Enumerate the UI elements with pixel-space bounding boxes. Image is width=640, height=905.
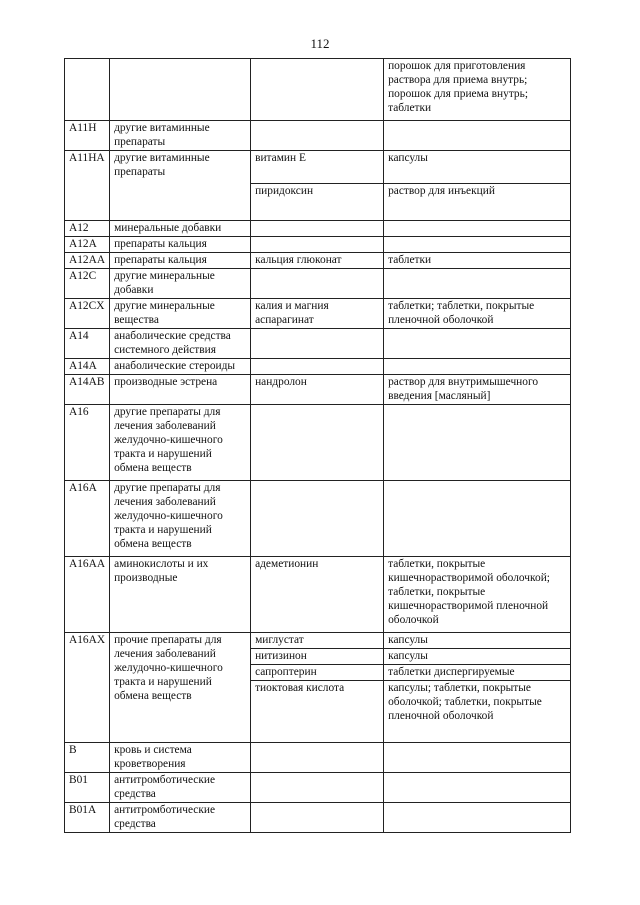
dosage-form-cell: капсулы bbox=[384, 649, 571, 665]
inn-cell bbox=[251, 121, 384, 151]
table-row bbox=[65, 121, 571, 151]
atc-code-cell: A14AB bbox=[65, 375, 110, 405]
atc-code-cell: A12AA bbox=[65, 253, 110, 269]
atc-name-cell: минеральные добавки bbox=[110, 221, 251, 237]
atc-code-cell: A16AX bbox=[65, 633, 110, 743]
dosage-form-cell: раствор для инъекций bbox=[384, 184, 571, 221]
inn-cell: нандролон bbox=[251, 375, 384, 405]
atc-code-cell: A16A bbox=[65, 481, 110, 557]
atc-name-cell: препараты кальция bbox=[110, 253, 251, 269]
dosage-form-cell bbox=[384, 269, 571, 299]
table-row bbox=[65, 253, 571, 269]
inn-cell bbox=[251, 359, 384, 375]
dosage-form-cell bbox=[384, 773, 571, 803]
table-row bbox=[65, 481, 571, 557]
atc-name-cell: анаболические средства системного действия bbox=[110, 329, 251, 359]
page-number: 112 bbox=[310, 36, 330, 51]
table-row bbox=[65, 269, 571, 299]
table-row bbox=[65, 405, 571, 481]
atc-name-cell bbox=[110, 59, 251, 121]
table-row bbox=[65, 329, 571, 359]
inn-cell bbox=[251, 405, 384, 481]
table-row bbox=[65, 633, 571, 649]
dosage-form-cell bbox=[384, 481, 571, 557]
atc-name-cell: кровь и система кроветворения bbox=[110, 743, 251, 773]
table-row bbox=[65, 237, 571, 253]
dosage-form-cell: капсулы; таблетки, покрытые оболочкой; таблетки, покрытые пленочной оболочкой bbox=[384, 681, 571, 743]
dosage-form-cell bbox=[384, 803, 571, 833]
table-row bbox=[65, 299, 571, 329]
atc-code-cell: A16 bbox=[65, 405, 110, 481]
inn-cell bbox=[251, 221, 384, 237]
dosage-form-cell: таблетки, покрытые кишечнорастворимой оболочкой; таблетки, покрытые кишечнорастворимой пленочной оболочкой bbox=[384, 557, 571, 633]
atc-code-cell: B01A bbox=[65, 803, 110, 833]
atc-name-cell: аминокислоты и их производные bbox=[110, 557, 251, 633]
atc-code-cell: A14 bbox=[65, 329, 110, 359]
dosage-form-cell bbox=[384, 221, 571, 237]
table-row bbox=[65, 557, 571, 633]
table-row bbox=[65, 221, 571, 237]
atc-name-cell: другие витаминные препараты bbox=[110, 121, 251, 151]
inn-cell: кальция глюконат bbox=[251, 253, 384, 269]
inn-cell: сапроптерин bbox=[251, 665, 384, 681]
inn-cell: миглустат bbox=[251, 633, 384, 649]
atc-code-cell: B bbox=[65, 743, 110, 773]
atc-name-cell: антитромботические средства bbox=[110, 803, 251, 833]
atc-code-cell: A11HA bbox=[65, 151, 110, 221]
dosage-form-cell bbox=[384, 329, 571, 359]
atc-name-cell: производные эстрена bbox=[110, 375, 251, 405]
dosage-form-cell: порошок для приготовления раствора для приема внутрь; порошок для приема внутрь; таблетки bbox=[384, 59, 571, 121]
atc-name-cell: другие витаминные препараты bbox=[110, 151, 251, 221]
atc-name-cell: антитромботические средства bbox=[110, 773, 251, 803]
inn-cell: тиоктовая кислота bbox=[251, 681, 384, 743]
atc-code-cell bbox=[65, 59, 110, 121]
table-row bbox=[65, 359, 571, 375]
atc-name-cell: препараты кальция bbox=[110, 237, 251, 253]
drug-list-table bbox=[64, 58, 571, 833]
table-row bbox=[65, 773, 571, 803]
atc-code-cell: A12A bbox=[65, 237, 110, 253]
atc-name-cell: другие препараты для лечения заболеваний желудочно-кишечного тракта и нарушений обмена веществ bbox=[110, 405, 251, 481]
dosage-form-cell bbox=[384, 405, 571, 481]
dosage-form-cell: таблетки bbox=[384, 253, 571, 269]
inn-cell: витамин Е bbox=[251, 151, 384, 184]
atc-code-cell: A11H bbox=[65, 121, 110, 151]
inn-cell bbox=[251, 773, 384, 803]
table-row bbox=[65, 375, 571, 405]
table-row bbox=[65, 803, 571, 833]
atc-code-cell: A12C bbox=[65, 269, 110, 299]
dosage-form-cell: таблетки диспергируемые bbox=[384, 665, 571, 681]
dosage-form-cell: капсулы bbox=[384, 151, 571, 184]
atc-name-cell: другие минеральные вещества bbox=[110, 299, 251, 329]
atc-code-cell: B01 bbox=[65, 773, 110, 803]
inn-cell bbox=[251, 269, 384, 299]
inn-cell: адеметионин bbox=[251, 557, 384, 633]
dosage-form-cell: раствор для внутримышечного введения [масляный] bbox=[384, 375, 571, 405]
inn-cell bbox=[251, 481, 384, 557]
atc-code-cell: A14A bbox=[65, 359, 110, 375]
inn-cell: нитизинон bbox=[251, 649, 384, 665]
table-row bbox=[65, 59, 571, 121]
atc-name-cell: анаболические стероиды bbox=[110, 359, 251, 375]
atc-code-cell: A12CX bbox=[65, 299, 110, 329]
dosage-form-cell bbox=[384, 121, 571, 151]
inn-cell bbox=[251, 237, 384, 253]
atc-code-cell: A16AA bbox=[65, 557, 110, 633]
atc-code-cell: A12 bbox=[65, 221, 110, 237]
inn-cell bbox=[251, 743, 384, 773]
dosage-form-cell bbox=[384, 359, 571, 375]
dosage-form-cell: таблетки; таблетки, покрытые пленочной оболочкой bbox=[384, 299, 571, 329]
inn-cell: калия и магния аспарагинат bbox=[251, 299, 384, 329]
dosage-form-cell bbox=[384, 237, 571, 253]
dosage-form-cell: капсулы bbox=[384, 633, 571, 649]
table-row bbox=[65, 743, 571, 773]
inn-cell: пиридоксин bbox=[251, 184, 384, 221]
atc-name-cell: другие препараты для лечения заболеваний желудочно-кишечного тракта и нарушений обмена веществ bbox=[110, 481, 251, 557]
inn-cell bbox=[251, 803, 384, 833]
inn-cell bbox=[251, 329, 384, 359]
table-row bbox=[65, 151, 571, 184]
atc-name-cell: прочие препараты для лечения заболеваний желудочно-кишечного тракта и нарушений обмена веществ bbox=[110, 633, 251, 743]
atc-name-cell: другие минеральные добавки bbox=[110, 269, 251, 299]
inn-cell bbox=[251, 59, 384, 121]
dosage-form-cell bbox=[384, 743, 571, 773]
